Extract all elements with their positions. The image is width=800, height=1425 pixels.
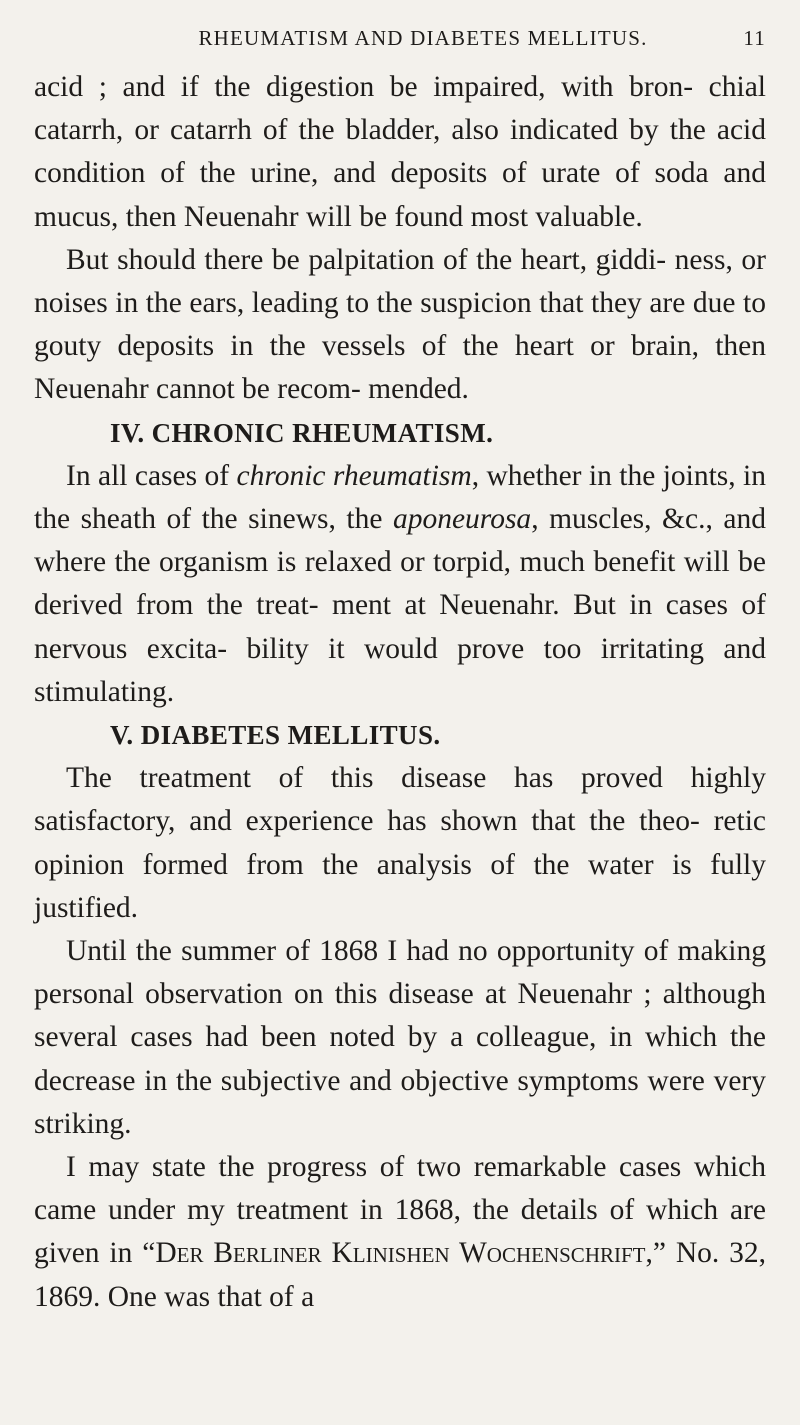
paragraph-two-cases <box>34 1146 766 1319</box>
page-number: 11 <box>743 26 766 50</box>
paragraph-palpitation: But should there be palpitation of the heart, giddi- ness, or noises in the ears, leading to the suspicion that they are due to gouty deposits in the vessels of the heart or brain, then Neuenahr cannot be recom- mended. <box>34 243 766 406</box>
text-run: ” No. 32, 1869. One was that of a <box>34 1237 766 1313</box>
text-run: , whether in the joints, in the sheath of the sinews, the <box>34 459 766 536</box>
paragraph-chronic-rheumatism <box>34 455 766 714</box>
italic-term-chronic-rheumatism: chronic rheumatism <box>236 459 472 492</box>
text-run: , muscles, &c., and where the organism is relaxed or torpid, much benefit will be derived from the treat- ment at Neuenahr. But in cases of nervous excita- bility it would prove too irritating and stimulating. <box>34 503 766 708</box>
paragraph-treatment: The treatment of this disease has proved highly satisfactory, and experience has shown that the theo- retic opinion formed from the analysis of the water is fully justified. <box>34 762 766 924</box>
running-title: RHEUMATISM AND DIABETES MELLITUS. <box>198 26 648 50</box>
running-head <box>34 26 766 66</box>
text-run: I may state the progress of two remarkable cases which came under my treatment in 1868, the details of which are given in “ <box>34 1151 766 1270</box>
paragraph-summer-1868: Until the summer of 1868 I had no opportunity of making personal observation on this disease at Neuenahr ; although several cases had been noted by a colleague, in which the decrease in the subjective and objective symptoms were very striking. <box>34 935 766 1140</box>
paragraph-acid: acid ; and if the digestion be impaired, with bron- chial catarrh, or catarrh of the bladder, also indicated by the acid condition of the urine, and deposits of urate of soda and mucus, then Neuenahr will be found most valuable. <box>34 71 766 233</box>
italic-term-aponeurosa: aponeurosa <box>392 503 532 536</box>
text-run: In all cases of <box>66 459 237 492</box>
body-text <box>34 66 766 1319</box>
heading-chronic-rheumatism: IV. CHRONIC RHEUMATISM. <box>110 417 494 448</box>
heading-diabetes-mellitus: V. DIABETES MELLITUS. <box>110 720 441 751</box>
journal-title: Der Berliner Klinishen Wochenschrift, <box>155 1237 653 1270</box>
